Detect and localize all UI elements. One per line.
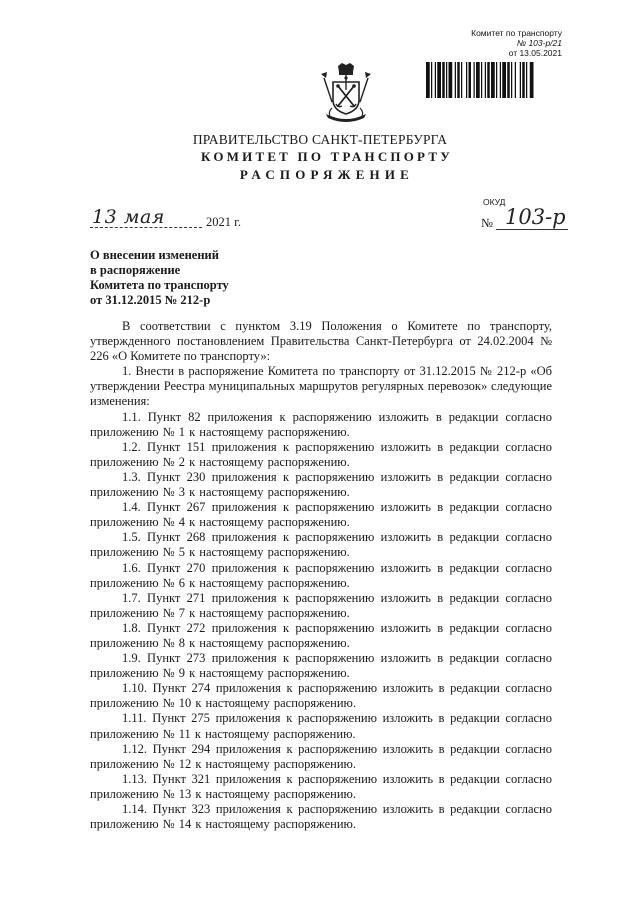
registration-number: № 103-р/21 [516, 38, 562, 48]
clause-item-tail: приложению № 2 к настоящему распоряжению. [90, 454, 350, 469]
clause-item-head: 1.2. Пункт 151 приложения к распоряжению изложить в редакции согласно [122, 439, 552, 454]
clause-item [90, 591, 552, 621]
number-underline [496, 229, 568, 230]
clause-1-paragraph: 1. Внести в распоряжение Комитета по транспорту от 31.12.2015 № 212-р «Об утверждении Реестра муниципальных маршрутов регулярных перевозок» следующие изменения: [90, 364, 552, 409]
subject-line: О внесении изменений [90, 248, 219, 262]
clause-item [90, 440, 552, 470]
clause-item-head: 1.3. Пункт 230 приложения к распоряжению изложить в редакции согласно [122, 469, 552, 484]
document-number [481, 205, 571, 232]
document-date [90, 208, 250, 230]
clause-item [90, 530, 552, 560]
clause-item-head: 1.7. Пункт 271 приложения к распоряжению изложить в редакции согласно [122, 590, 552, 605]
coat-of-arms-icon [318, 62, 374, 126]
number-sign: № [481, 216, 493, 230]
okud-label: ОКУД [483, 197, 506, 207]
clause-item-tail: приложению № 9 к настоящему распоряжению. [90, 666, 350, 681]
clause-item-tail: приложению № 6 к настоящему распоряжению. [90, 575, 350, 590]
clause-item [90, 621, 552, 651]
clause-item-head: 1.13. Пункт 321 приложения к распоряжению изложить в редакции согласно [122, 771, 552, 786]
registration-stamp [432, 28, 562, 58]
clause-item-tail: приложению № 4 к настоящему распоряжению. [90, 515, 350, 530]
clause-item [90, 772, 552, 802]
clause-item-tail: приложению № 8 к настоящему распоряжению. [90, 635, 350, 650]
clause-item-tail: приложению № 10 к настоящему распоряжению. [90, 696, 356, 711]
document-body [90, 319, 552, 832]
clause-item [90, 802, 552, 832]
clause-item-head: 1.8. Пункт 272 приложения к распоряжению изложить в редакции согласно [122, 620, 552, 635]
clause-item-head: 1.9. Пункт 273 приложения к распоряжению изложить в редакции согласно [122, 651, 552, 666]
clause-item-head: 1.10. Пункт 274 приложения к распоряжению изложить в редакции согласно [122, 681, 552, 696]
clause-item [90, 470, 552, 500]
clause-item [90, 410, 552, 440]
clause-item [90, 742, 552, 772]
clause-items-list [90, 410, 552, 833]
clause-item-tail: приложению № 3 к настоящему распоряжению. [90, 485, 350, 500]
clause-item-tail: приложению № 12 к настоящему распоряжению. [90, 756, 356, 771]
document-kind-title: РАСПОРЯЖЕНИЕ [239, 167, 415, 182]
clause-item-head: 1.12. Пункт 294 приложения к распоряжению изложить в редакции согласно [122, 741, 552, 756]
date-year: 2021 г. [206, 215, 241, 229]
number-handwritten: 103-р [505, 205, 566, 229]
clause-item-head: 1.6. Пункт 270 приложения к распоряжению изложить в редакции согласно [122, 560, 552, 575]
clause-item [90, 651, 552, 681]
preamble-paragraph: В соответствии с пунктом 3.19 Положения о Комитете по транспорту, утвержденного постановлением Правительства Санкт-Петербурга от 24.02.2004 № 226 «О Комитете по транспорту»: [90, 319, 552, 364]
committee-title: КОМИТЕТ ПО ТРАНСПОРТУ [201, 149, 453, 164]
clause-item-head: 1.1. Пункт 82 приложения к распоряжению изложить в редакции согласно приложению [90, 409, 552, 439]
date-underline [90, 227, 202, 228]
clause-item-tail: приложению № 11 к настоящему распоряжению. [90, 726, 356, 741]
clause-item-head: 1.11. Пункт 275 приложения к распоряжению изложить в редакции согласно [122, 711, 552, 726]
clause-item [90, 681, 552, 711]
clause-item [90, 561, 552, 591]
clause-item-head: 1.5. Пункт 268 приложения к распоряжению изложить в редакции согласно [122, 530, 552, 545]
clause-item-head: 1.14. Пункт 323 приложения к распоряжению изложить в редакции согласно [122, 802, 552, 816]
barcode-icon [426, 62, 568, 98]
clause-item [90, 500, 552, 530]
clause-item [90, 711, 552, 741]
clause-item-tail: приложению № 13 к настоящему распоряжению. [90, 786, 356, 801]
clause-item-tail: приложению № 7 к настоящему распоряжению. [90, 605, 350, 620]
date-handwritten: 13 мая [92, 206, 165, 228]
subject-line: от 31.12.2015 № 212-р [90, 293, 211, 307]
document-subject [90, 248, 229, 308]
clause-item-tail: приложению № 14 к настоящему распоряжению. [90, 817, 356, 832]
registration-date: от 13.05.2021 [508, 48, 562, 58]
clause-item-tail: приложению № 5 к настоящему распоряжению. [90, 545, 350, 560]
subject-line: Комитета по транспорту [90, 278, 229, 292]
registration-org: Комитет по транспорту [471, 28, 562, 38]
clause-item-tail: № 1 к настоящему распоряжению. [162, 424, 350, 439]
clause-item-head: 1.4. Пункт 267 приложения к распоряжению изложить в редакции согласно [122, 500, 552, 515]
government-title: ПРАВИТЕЛЬСТВО САНКТ-ПЕТЕРБУРГА [192, 132, 448, 147]
subject-line: в распоряжение [90, 263, 181, 277]
